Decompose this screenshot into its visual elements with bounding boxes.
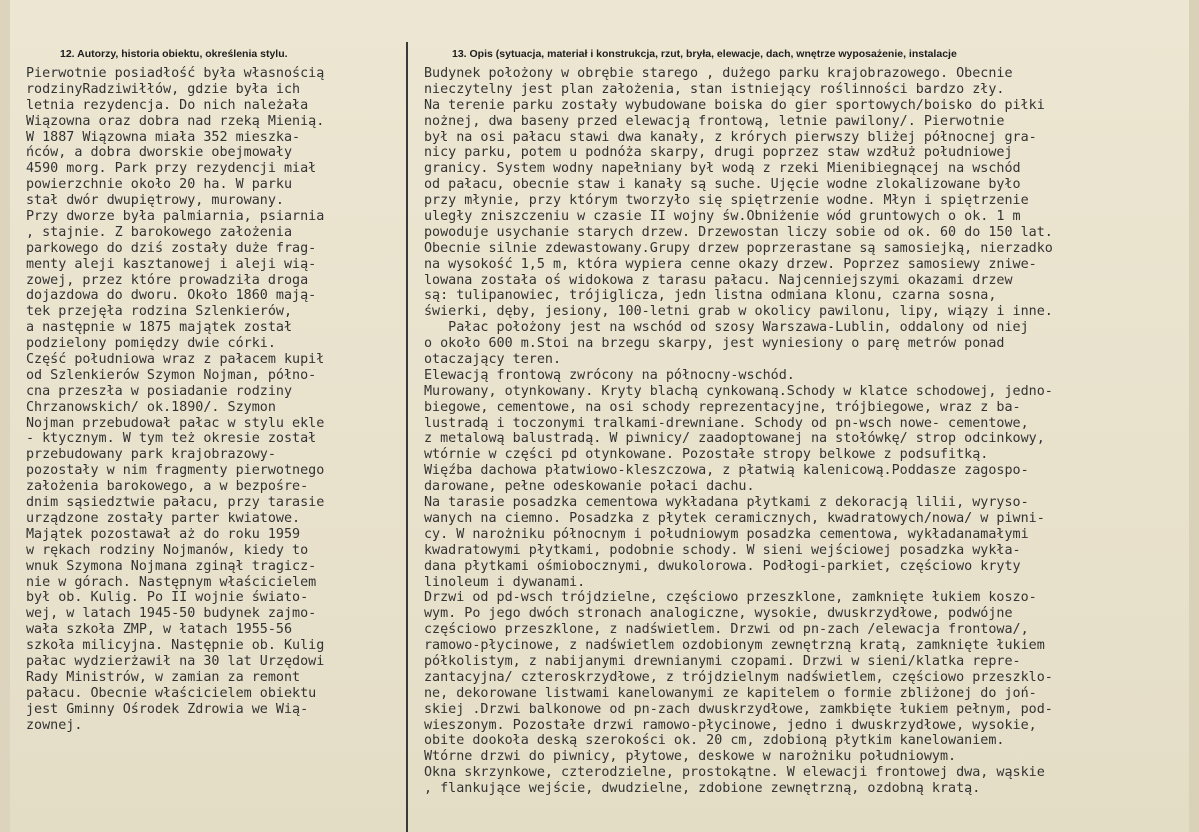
description-text-line: nicy parku, potem u podnóża skarpy, drugi poprzez staw wzdłuż południowej: [424, 145, 1013, 161]
history-text-line: podzielony pomiędzy dwie córki.: [26, 336, 276, 352]
history-text-line: Majątek pozostawał aż do roku 1959: [26, 526, 301, 542]
history-text-line: tek przejęła rodzina Szlenkierów,: [26, 304, 293, 320]
description-text-line: Budynek położony w obrębie starego , dużego parku krajobrazowego. Obecnie: [424, 66, 1013, 81]
description-text-line: wtórnie w części pd otynkowane. Pozostałe stropy belkowe z podsufitką.: [424, 447, 989, 463]
description-text-column: [424, 66, 1190, 797]
history-text-line: Nojman przebudował pałac w stylu ekle: [26, 415, 325, 431]
description-text-line: powoduje usychanie starych drzew. Drzewostan liczy sobie od ok. 60 do 150 lat.: [424, 224, 1053, 240]
history-text-line: jest Gminny Ośrodek Zdrowia we Wią-: [26, 701, 309, 717]
description-text-line: lowana została oś widokowa z tarasu pałacu. Najcenniejszymi okazami drzew: [424, 272, 1013, 288]
description-text-line: z metalową balustradą. W piwnicy/ zaadoptowanej na stołówkę/ strop odcinkowy,: [424, 431, 1045, 447]
history-text-line: a następnie w 1875 majątek został: [26, 320, 293, 336]
history-text-line: nie w górach. Następnym właścicielem: [26, 574, 317, 590]
history-text-line: rodzinyRadziwiłłów, gdzie była ich: [26, 81, 301, 97]
history-text-line: od Szlenkierów Szymon Nojman, półno-: [26, 367, 317, 383]
history-text-line: cna przeszła w posiadanie rodziny: [26, 383, 293, 399]
description-text-line: od pałacu, obecnie staw i kanały są suche. Ujęcie wodne zlokalizowane było: [424, 177, 1021, 193]
history-text-line: stał dwór dwupiętrowy, murowany.: [26, 193, 284, 209]
description-text-line: Wtórne drzwi do piwnicy, płytowe, deskowe w narożniku południowym.: [424, 749, 957, 765]
history-text-line: pałacu. Obecnie właścicielem obiektu: [26, 685, 317, 701]
description-text-line: Na tarasie posadzka cementowa wykładana płytkami z dekoracją lilii, wyryso-: [424, 495, 1029, 511]
description-text-line: świerki, dęby, jesiony, 100-letni grab w okolicy pawilonu, lipy, wiązy i inne.: [424, 304, 1053, 320]
history-text-line: wnuk Szymona Nojmana zginął tragicz-: [26, 558, 317, 574]
history-text-line: dnim sąsiedztwie pałacu, przy tarasie: [26, 495, 325, 511]
description-text-line: Murowany, otynkowany. Kryty blachą cynkowaną.Schody w klatce schodowej, jedno-: [424, 383, 1053, 399]
history-text-line: w rękach rodziny Nojmanów, kiedy to: [26, 542, 309, 558]
history-text-line: Rady Ministrów, w zamian za remont: [26, 669, 301, 685]
description-text-line: dana płytkami ośmiobocznymi, dwukolorowa. Podłogi-parkiet, częściowo kryty: [424, 558, 1021, 574]
description-text-line: skiej .Drzwi balkonowe od pn-zach dwuskrzydłowe, zamkbięte łukiem pełnym, pod-: [424, 701, 1053, 717]
column-divider: [406, 42, 408, 832]
history-text-line: Przy dworze była palmiarnia, psiarnia: [26, 209, 325, 225]
page-edge-left: [0, 0, 10, 832]
history-text-line: dojazdowa do dworu. Około 1860 mają-: [26, 288, 317, 304]
description-text-line: obite dookoła deską szerokości ok. 20 cm, zdobioną płytkim kanelowaniem.: [424, 733, 1005, 749]
description-text-line: wanych na ciemno. Posadzka z płytek ceramicznych, kwadratowych/nowa/ w piwni-: [424, 510, 1045, 526]
history-text-line: pozostały w nim fragmenty pierwotnego: [26, 463, 325, 479]
description-text-line: , flankujące wejście, dwudzielne, zdobione zewnętrzną, ozdobną kratą.: [424, 781, 981, 797]
section-13-heading: 13. Opis (sytuacja, materiał i konstrukcja, rzut, bryła, elewacje, dach, wnętrze wyposażenie, instalacje: [452, 48, 957, 60]
description-text-line: nożnej, dwa baseny przed elewacją frontową, letnie pawilony/. Pierwotnie: [424, 113, 1005, 129]
description-text-line: Obecnie silnie zdewastowany.Grupy drzew poprzerastane są samosiejką, nierzadko: [424, 240, 1053, 256]
description-text-line: o około 600 m.Stoi na brzegu skarpy, jest wyniesiony o parę metrów ponad: [424, 336, 1005, 352]
history-text-line: Pierwotnie posiadłość była własnością: [26, 66, 325, 81]
description-text-line: wym. Po jego dwóch stronach analogiczne, wysokie, dwuskrzydłowe, podwójne: [424, 606, 1013, 622]
history-text-line: zowej, przez które prowadziła droga: [26, 272, 309, 288]
description-text-line: półkolistym, z nabijanymi drewnianymi czopami. Drzwi w sieni/klatka repre-: [424, 653, 1021, 669]
history-text-column: [26, 66, 404, 733]
history-text-line: urządzone zostały parter kwiatowe.: [26, 510, 301, 526]
history-text-line: szkoła milicyjna. Następnie ob. Kulig: [26, 638, 325, 654]
history-text-line: był ob. Kulig. Po II wojnie świato-: [26, 590, 309, 606]
history-text-line: założenia barokowego, a w bezpośre-: [26, 479, 309, 495]
history-text-line: Część południowa wraz z pałacem kupił: [26, 352, 325, 368]
description-text-line: Okna skrzynkowe, czterodzielne, prostokątne. W elewacji frontowej dwa, wąskie: [424, 765, 1045, 781]
description-text-line: biegowe, cementowe, na osi schody reprezentacyjne, trójbiegowe, wraz z ba-: [424, 399, 1021, 415]
description-text-line: Pałac położony jest na wschód od szosy Warszawa-Lublin, oddalony od niej: [424, 320, 1029, 336]
history-text-line: ńców, a dobra dworskie obejmowały: [26, 145, 293, 161]
description-text-line: są: tulipanowiec, trójiglicza, jedn listna odmiana klonu, czarna sosna,: [424, 288, 997, 304]
history-text-line: letnia rezydencja. Do nich należała: [26, 97, 309, 113]
description-text-line: uległy zniszczeniu w czasie II wojny św.Obniżenie wód gruntowych o ok. 1 m: [424, 209, 1021, 225]
description-text-line: zantacyjna/ czteroskrzydłowe, z trójdzielnym nadświetlem, częściowo przeszklo-: [424, 669, 1053, 685]
history-text-line: przebudowany park krajobrazowy-: [26, 447, 276, 463]
history-text-line: menty aleji kasztanowej i aleji wią-: [26, 256, 317, 272]
description-text-line: linoleum i dywanami.: [424, 574, 586, 590]
history-text-line: - ktycznym. W tym też okresie został: [26, 431, 317, 447]
description-text-line: ne, dekorowane listwami kanelowanymi ze kapitelem o formie zbliżonej do joń-: [424, 685, 1037, 701]
description-text-line: Elewacją frontową zwrócony na północny-wschód.: [424, 367, 795, 383]
description-text-line: nieczytelny jest plan założenia, stan istniejący roślinności bardzo zły.: [424, 81, 1005, 97]
history-text-line: wała szkoła ZMP, w łatach 1955-56: [26, 622, 293, 638]
history-text-line: , stajnie. Z barokowego założenia: [26, 224, 293, 240]
section-12-heading: 12. Autorzy, historia obiektu, określenia stylu.: [60, 48, 288, 60]
history-text-line: Chrzanowskich/ ok.1890/. Szymon: [26, 399, 276, 415]
history-text-line: W 1887 Wiązowna miała 352 mieszka-: [26, 129, 301, 145]
page-edge-right: [1189, 0, 1199, 832]
description-text-line: ramowo-płycinowe, z nadświetlem ozdobionym zewnętrzną kratą, zamknięte łukiem: [424, 638, 1045, 654]
history-text-line: wej, w latach 1945-50 budynek zajmo-: [26, 606, 317, 622]
history-text-line: parkowego do dziś zostały duże frag-: [26, 240, 317, 256]
description-text-line: otaczający teren.: [424, 352, 562, 368]
description-text-line: lustradą i toczonymi tralkami-drewniane. Schody od pn-wsch nowe- cementowe,: [424, 415, 1029, 431]
history-text-line: powierzchnie około 20 ha. W parku: [26, 177, 293, 193]
description-text-line: był na osi pałacu stawi dwa kanały, z krórych pierwszy bliżej północnej gra-: [424, 129, 1037, 145]
history-text-line: 4590 morg. Park przy rezydencji miał: [26, 161, 317, 177]
description-text-line: przy młynie, przy którym tworzyło się spiętrzenie wodne. Młyn i spiętrzenie: [424, 193, 1029, 209]
description-text-line: granicy. System wodny napełniany był wodą z rzeki Mienibiegnącej na wschód: [424, 161, 1021, 177]
description-text-line: cy. W narożniku północnym i południowym posadzka cementowa, wykładanamałymi: [424, 526, 1029, 542]
history-text-line: Wiązowna oraz dobra nad rzeką Mienią.: [26, 113, 325, 129]
description-text-line: na wysokość 1,5 m, która wypiera cenne okazy drzew. Poprzez samosiewy zniwe-: [424, 256, 1037, 272]
description-text-line: Więźba dachowa płatwiowo-kleszczowa, z płatwią kalenicową.Poddasze zagospo-: [424, 463, 1029, 479]
description-text-line: darowane, pełne odeskowanie połaci dachu.: [424, 479, 755, 495]
description-text-line: częściowo przeszklone, z nadświetlem. Drzwi od pn-zach /elewacja frontowa/,: [424, 622, 1029, 638]
description-text-line: Na terenie parku zostały wybudowane boiska do gier sportowych/boisko do piłki: [424, 97, 1045, 113]
description-text-line: wieszonym. Pozostałe drzwi ramowo-płycinowe, jedno i dwuskrzydłowe, wysokie,: [424, 717, 1037, 733]
history-text-line: pałac wydzierżawił na 30 lat Urzędowi: [26, 653, 325, 669]
description-text-line: kwadratowymi płytkami, podobnie schody. W sieni wejściowej posadzka wykła-: [424, 542, 1021, 558]
description-text-line: Drzwi od pd-wsch trójdzielne, częściowo przeszklone, zamknięte łukiem koszo-: [424, 590, 1037, 606]
history-text-line: zownej.: [26, 717, 83, 733]
